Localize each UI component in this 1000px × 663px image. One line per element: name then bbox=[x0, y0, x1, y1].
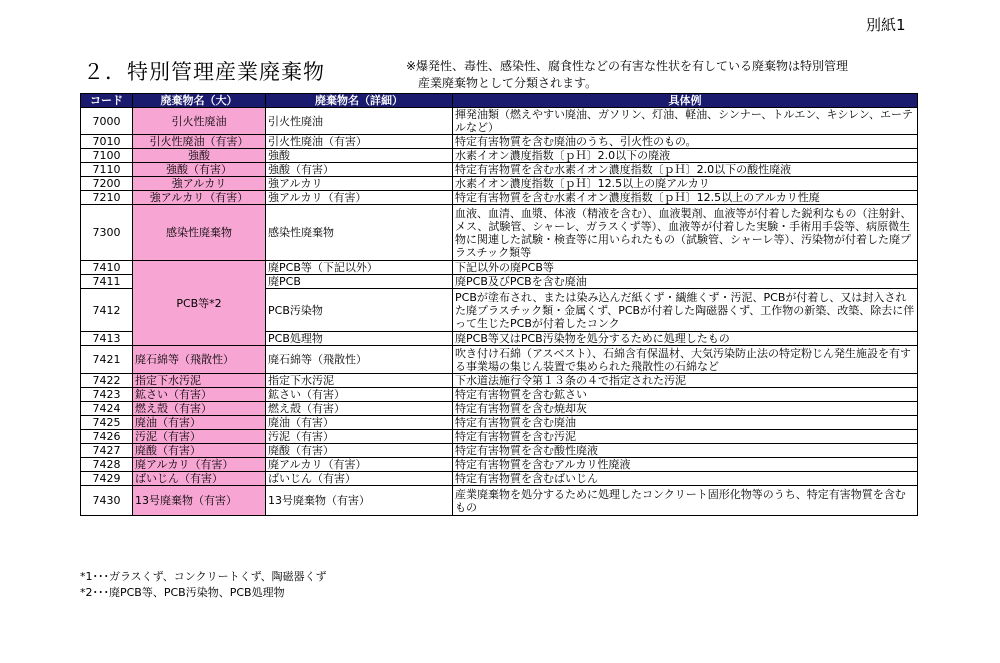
cell-code: 7412 bbox=[81, 289, 133, 332]
cell-large-name: 13号廃棄物（有害） bbox=[133, 486, 266, 516]
cell-large-name: 引火性廃油（有害） bbox=[133, 135, 266, 149]
cell-code: 7100 bbox=[81, 149, 133, 163]
cell-example: 下記以外の廃PCB等 bbox=[453, 261, 918, 275]
cell-code: 7000 bbox=[81, 108, 133, 135]
cell-large-name: 燃え殻（有害） bbox=[133, 402, 266, 416]
cell-detail-name: 廃酸（有害） bbox=[266, 444, 453, 458]
cell-large-name: 鉱さい（有害） bbox=[133, 388, 266, 402]
cell-detail-name: 強酸（有害） bbox=[266, 163, 453, 177]
cell-example: 特定有害物質を含む廃油のうち、引火性のもの。 bbox=[453, 135, 918, 149]
cell-detail-name: 廃石綿等（飛散性） bbox=[266, 346, 453, 374]
table-header-row bbox=[81, 94, 918, 108]
cell-example: 特定有害物質を含む廃油 bbox=[453, 416, 918, 430]
table-row bbox=[81, 416, 918, 430]
cell-large-name: 廃石綿等（飛散性） bbox=[133, 346, 266, 374]
cell-detail-name: 13号廃棄物（有害） bbox=[266, 486, 453, 516]
cell-code: 7425 bbox=[81, 416, 133, 430]
table-row bbox=[81, 191, 918, 205]
cell-example: 特定有害物質を含むばいじん bbox=[453, 472, 918, 486]
cell-code: 7110 bbox=[81, 163, 133, 177]
cell-detail-name: 廃PCB bbox=[266, 275, 453, 289]
cell-large-name: 感染性廃棄物 bbox=[133, 205, 266, 261]
cell-example: 特定有害物質を含む鉱さい bbox=[453, 388, 918, 402]
cell-code: 7424 bbox=[81, 402, 133, 416]
cell-detail-name: 廃アルカリ（有害） bbox=[266, 458, 453, 472]
cell-large-name: 強アルカリ bbox=[133, 177, 266, 191]
cell-code: 7413 bbox=[81, 332, 133, 346]
cell-code: 7427 bbox=[81, 444, 133, 458]
cell-detail-name: 指定下水汚泥 bbox=[266, 374, 453, 388]
table-row bbox=[81, 149, 918, 163]
header-code: コード bbox=[81, 94, 133, 108]
cell-example: 特定有害物質を含む汚泥 bbox=[453, 430, 918, 444]
page-title: ２．特別管理産業廃棄物 bbox=[83, 60, 325, 84]
cell-example: 血液、血清、血漿、体液（精液を含む）、血液製剤、血液等が付着した鋭利なもの（注射針、メス、試験管、シャーレ、ガラスくず等）、血液等が付着した実験・手術用手袋等、病原微生物に関連した試験・検査等に用いられたもの（試験管、シャーレ等）、汚染物が付着した廃プラスチック類等 bbox=[453, 205, 918, 261]
cell-detail-name: PCB処理物 bbox=[266, 332, 453, 346]
cell-example: 廃PCB及びPCBを含む廃油 bbox=[453, 275, 918, 289]
cell-detail-name: 引火性廃油（有害） bbox=[266, 135, 453, 149]
cell-code: 7210 bbox=[81, 191, 133, 205]
footnote-1: *1･･･ガラスくず、コンクリートくず、陶磁器くず bbox=[80, 570, 327, 583]
attachment-label: 別紙1 bbox=[866, 16, 906, 34]
cell-large-name: 廃アルカリ（有害） bbox=[133, 458, 266, 472]
cell-code: 7300 bbox=[81, 205, 133, 261]
table-row bbox=[81, 346, 918, 374]
table-row bbox=[81, 261, 918, 275]
cell-large-name: 廃油（有害） bbox=[133, 416, 266, 430]
cell-example: 特定有害物質を含むアルカリ性廃液 bbox=[453, 458, 918, 472]
note-line-1: ※爆発性、毒性、感染性、腐食性などの有害な性状を有している廃棄物は特別管理 bbox=[406, 59, 849, 73]
cell-example: 特定有害物質を含む水素イオン濃度指数〔ｐＨ〕12.5以上のアルカリ性廃 bbox=[453, 191, 918, 205]
cell-large-name: 強アルカリ（有害） bbox=[133, 191, 266, 205]
cell-code: 7428 bbox=[81, 458, 133, 472]
cell-detail-name: 廃PCB等（下記以外） bbox=[266, 261, 453, 275]
cell-code: 7421 bbox=[81, 346, 133, 374]
classification-note bbox=[406, 58, 848, 92]
header-example: 具体例 bbox=[453, 94, 918, 108]
table-row bbox=[81, 205, 918, 261]
cell-code: 7410 bbox=[81, 261, 133, 275]
cell-code: 7426 bbox=[81, 430, 133, 444]
table-row bbox=[81, 486, 918, 516]
cell-code: 7429 bbox=[81, 472, 133, 486]
cell-example: 水素イオン濃度指数〔ｐＨ〕2.0以下の廃液 bbox=[453, 149, 918, 163]
cell-detail-name: 廃油（有害） bbox=[266, 416, 453, 430]
cell-detail-name: 感染性廃棄物 bbox=[266, 205, 453, 261]
note-line-2: 産業廃棄物として分類されます。 bbox=[418, 76, 598, 90]
cell-example: 水素イオン濃度指数〔ｐＨ〕12.5以上の廃アルカリ bbox=[453, 177, 918, 191]
footnotes bbox=[80, 569, 327, 601]
table-row bbox=[81, 402, 918, 416]
footnote-2: *2･･･廃PCB等、PCB汚染物、PCB処理物 bbox=[80, 586, 285, 599]
header-large-name: 廃棄物名（大） bbox=[133, 94, 266, 108]
cell-detail-name: 強アルカリ bbox=[266, 177, 453, 191]
cell-example: 廃PCB等又はPCB汚染物を処分するために処理したもの bbox=[453, 332, 918, 346]
cell-code: 7411 bbox=[81, 275, 133, 289]
cell-code: 7010 bbox=[81, 135, 133, 149]
cell-detail-name: ばいじん（有害） bbox=[266, 472, 453, 486]
cell-example: 下水道法施行令第１３条の４で指定された汚泥 bbox=[453, 374, 918, 388]
cell-example: PCBが塗布され、または染み込んだ紙くず・繊維くず・汚泥、PCBが付着し、又は封入された廃プラスチック類・金属くず、PCBが付着した陶磁器くず、工作物の新築、改築、除去に伴って生じたPCBが付着したコンク bbox=[453, 289, 918, 332]
cell-large-name: 強酸 bbox=[133, 149, 266, 163]
cell-example: 吹き付け石綿（アスベスト）、石綿含有保温材、大気汚染防止法の特定粉じん発生施設を有する事業場の集じん装置で集められた飛散性の石綿など bbox=[453, 346, 918, 374]
cell-large-name: 引火性廃油 bbox=[133, 108, 266, 135]
waste-table bbox=[80, 93, 918, 516]
cell-large-name: 汚泥（有害） bbox=[133, 430, 266, 444]
cell-code: 7200 bbox=[81, 177, 133, 191]
cell-example: 特定有害物質を含む水素イオン濃度指数〔ｐＨ〕2.0以下の酸性廃液 bbox=[453, 163, 918, 177]
cell-detail-name: 引火性廃油 bbox=[266, 108, 453, 135]
cell-code: 7430 bbox=[81, 486, 133, 516]
cell-example: 産業廃棄物を処分するために処理したコンクリート固形化物等のうち、特定有害物質を含むもの bbox=[453, 486, 918, 516]
table-row bbox=[81, 163, 918, 177]
cell-code: 7422 bbox=[81, 374, 133, 388]
cell-detail-name: 燃え殻（有害） bbox=[266, 402, 453, 416]
cell-example: 特定有害物質を含む酸性廃液 bbox=[453, 444, 918, 458]
cell-large-name: ばいじん（有害） bbox=[133, 472, 266, 486]
cell-large-name-pcb-group: PCB等*2 bbox=[133, 261, 266, 346]
cell-large-name: 指定下水汚泥 bbox=[133, 374, 266, 388]
cell-detail-name: 汚泥（有害） bbox=[266, 430, 453, 444]
cell-detail-name: 強アルカリ（有害） bbox=[266, 191, 453, 205]
cell-example: 特定有害物質を含む焼却灰 bbox=[453, 402, 918, 416]
header-detail-name: 廃棄物名（詳細） bbox=[266, 94, 453, 108]
table-row bbox=[81, 388, 918, 402]
cell-large-name: 強酸（有害） bbox=[133, 163, 266, 177]
cell-detail-name: 鉱さい（有害） bbox=[266, 388, 453, 402]
cell-detail-name: PCB汚染物 bbox=[266, 289, 453, 332]
table-row bbox=[81, 472, 918, 486]
table-row bbox=[81, 108, 918, 135]
cell-code: 7423 bbox=[81, 388, 133, 402]
table-row bbox=[81, 135, 918, 149]
table-row bbox=[81, 374, 918, 388]
table-row bbox=[81, 430, 918, 444]
cell-detail-name: 強酸 bbox=[266, 149, 453, 163]
cell-example: 揮発油類（燃えやすい廃油、ガソリン、灯油、軽油、シンナー、トルエン、キシレン、エーテルなど） bbox=[453, 108, 918, 135]
table-row bbox=[81, 458, 918, 472]
table-row bbox=[81, 177, 918, 191]
cell-large-name: 廃酸（有害） bbox=[133, 444, 266, 458]
table-row bbox=[81, 444, 918, 458]
